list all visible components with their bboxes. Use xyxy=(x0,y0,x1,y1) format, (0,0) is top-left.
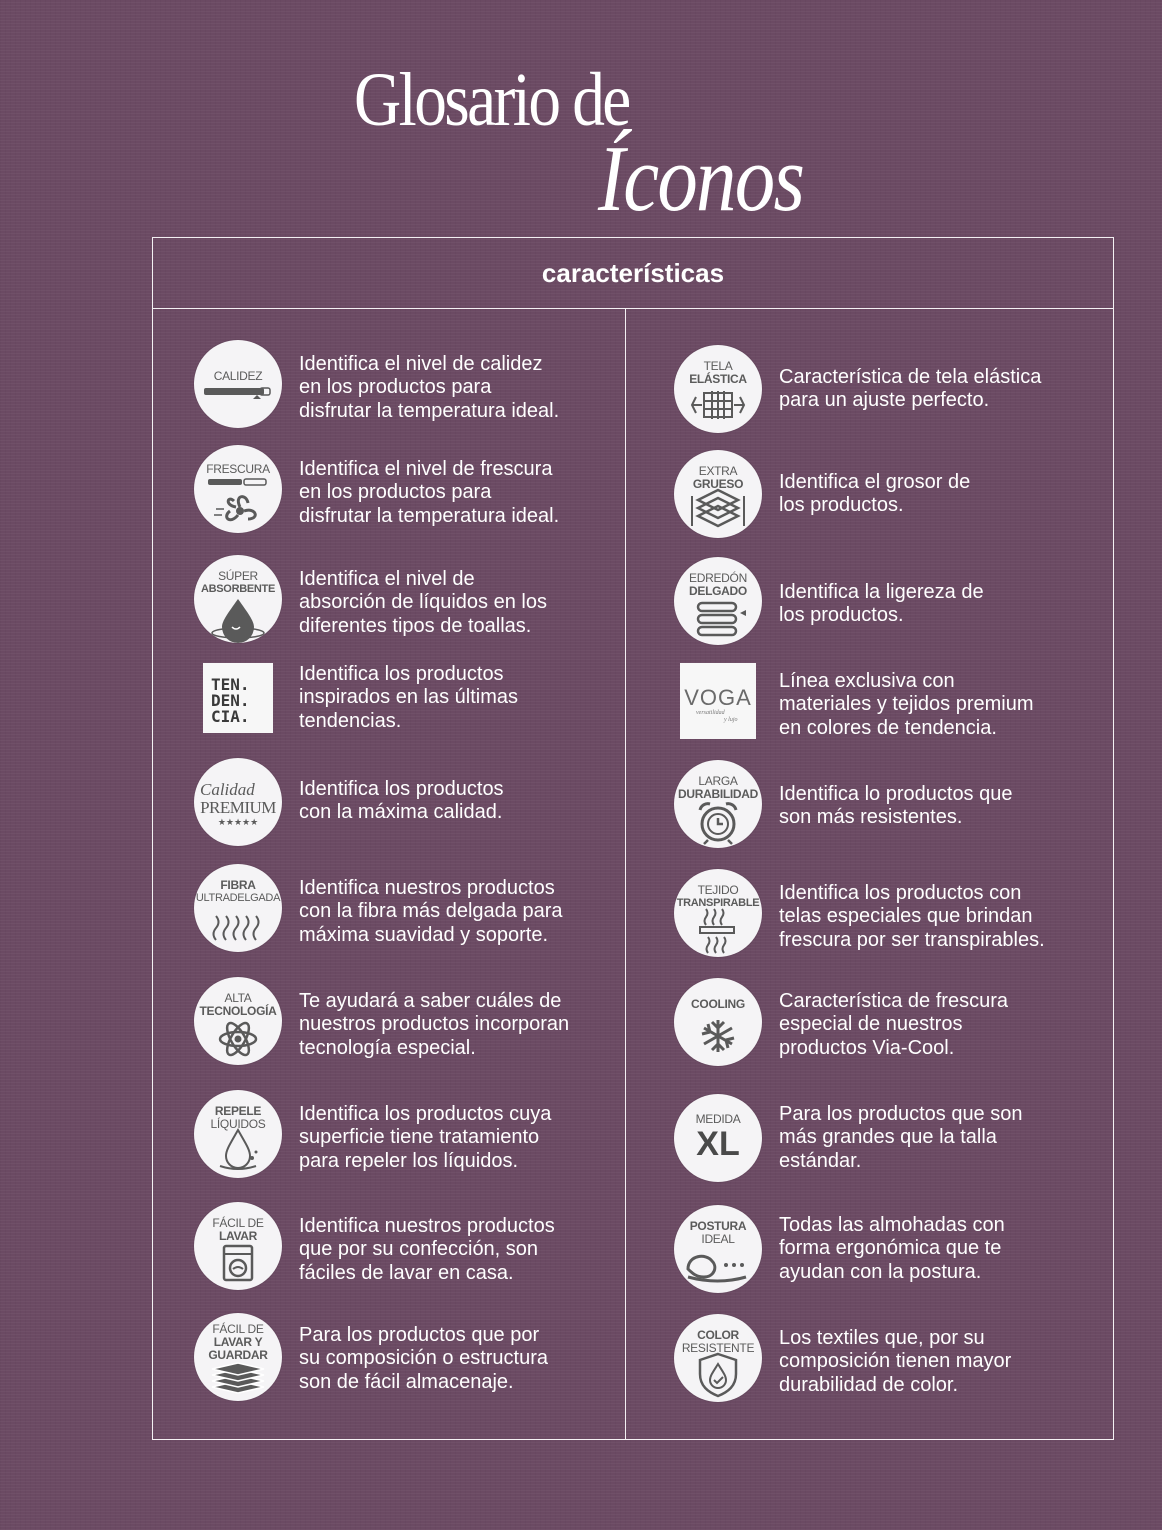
edredon-delgado-icon xyxy=(674,557,762,645)
description-line: Para los productos que por xyxy=(299,1324,540,1346)
facil-de-lavar-icon xyxy=(194,1202,282,1290)
voga-tagline: versatilidad xyxy=(696,710,725,716)
description-line: son más resistentes. xyxy=(779,806,963,829)
description-line: Identifica el nivel de xyxy=(299,568,475,590)
badge-label: LÍQUIDOS xyxy=(210,1117,266,1131)
description-line: Identifica nuestros productos xyxy=(299,1215,555,1237)
badge-label: POSTURA xyxy=(689,1219,747,1233)
badge-label: ALTA xyxy=(224,991,252,1005)
color-resistente-icon xyxy=(674,1314,762,1402)
entry-description xyxy=(299,568,547,638)
badge-label: IDEAL xyxy=(701,1232,735,1246)
entry-description xyxy=(299,663,518,733)
description-line: ayudan con la postura. xyxy=(779,1260,982,1283)
cooling-pictogram xyxy=(674,978,762,1066)
badge-label: REPELE xyxy=(214,1104,262,1118)
page-title-line2: Íconos xyxy=(598,127,804,231)
description-line: materiales y tejidos premium xyxy=(779,693,1034,716)
description-line: productos Via-Cool. xyxy=(779,1036,955,1059)
description-line: su composición o estructura xyxy=(299,1347,549,1370)
calidad-premium-icon xyxy=(194,758,282,846)
badge-xl-label: XL xyxy=(696,1125,740,1163)
description-line: durabilidad de color. xyxy=(779,1373,959,1396)
voga-icon xyxy=(680,663,756,739)
description-line: disfrutar la temperatura ideal. xyxy=(299,504,560,527)
description-line: Identifica el nivel de frescura xyxy=(299,458,553,480)
description-line: Identifica los productos con xyxy=(779,882,1022,904)
description-line: en colores de tendencia. xyxy=(779,716,997,739)
description-line: diferentes tipos de toallas. xyxy=(299,614,532,637)
postura-ideal-icon xyxy=(674,1205,762,1293)
badge-label: CALIDEZ xyxy=(213,369,263,383)
description-line: Identifica los productos xyxy=(299,663,504,685)
fibra-ultradelgada-icon xyxy=(194,864,282,952)
description-line: para un ajuste perfecto. xyxy=(779,389,990,412)
tela-elastica-icon xyxy=(674,345,762,433)
badge-label: SÚPER xyxy=(218,569,258,583)
description-line: composición tienen mayor xyxy=(779,1350,1012,1373)
entry-description xyxy=(299,778,504,825)
tendencia-label: DEN. xyxy=(211,691,250,710)
description-line: frescura por ser transpirables. xyxy=(779,928,1045,951)
badge-label: LARGA xyxy=(698,774,738,788)
badge-label: TEJIDO xyxy=(697,883,739,897)
badge-label: DURABILIDAD xyxy=(677,787,759,801)
badge-label: ABSORBENTE xyxy=(200,583,275,595)
description-line: especial de nuestros xyxy=(779,1013,963,1036)
badge-label: RESISTENTE xyxy=(681,1341,755,1355)
description-line: tendencias. xyxy=(299,709,402,732)
description-line: Identifica lo productos que xyxy=(779,783,1013,805)
description-line: tecnología especial. xyxy=(299,1036,476,1059)
entry-description xyxy=(299,458,559,528)
badge-premium-label: PREMIUM xyxy=(200,798,276,817)
cooling-icon xyxy=(674,978,762,1066)
alta-tecnologia-icon xyxy=(194,977,282,1065)
badge-label: MEDIDA xyxy=(695,1112,741,1126)
frescura-icon xyxy=(194,445,282,533)
badge-script-label: Calidad xyxy=(200,780,255,799)
page-title-line1: Glosario de xyxy=(354,58,629,142)
entry-description xyxy=(779,581,984,628)
description-line: Línea exclusiva con xyxy=(779,670,955,692)
description-line: inspirados en las últimas xyxy=(299,686,518,709)
description-line: son de fácil almacenaje. xyxy=(299,1370,514,1393)
description-line: absorción de líquidos en los xyxy=(299,591,547,614)
badge-label: TECNOLOGÍA xyxy=(199,1004,277,1018)
entry-description xyxy=(299,990,569,1060)
badge-label: DELGADO xyxy=(689,584,747,598)
repele-liquidos-icon xyxy=(194,1090,282,1178)
voga-label: VOGA xyxy=(684,685,752,710)
badge-label: GRUESO xyxy=(692,477,744,491)
badge-label: EXTRA xyxy=(698,464,738,478)
voga-tagline: y lujo xyxy=(724,717,738,723)
description-line: los productos. xyxy=(779,604,904,627)
badge-label: TRANSPIRABLE xyxy=(676,897,760,909)
entry-description xyxy=(779,670,1034,740)
description-line: en los productos para xyxy=(299,376,492,399)
calidez-pictogram xyxy=(194,340,282,428)
description-line: Los textiles que, por su xyxy=(779,1327,985,1349)
description-line: Característica de tela elástica xyxy=(779,366,1042,388)
larga-durabilidad-icon xyxy=(674,760,762,848)
description-line: con la fibra más delgada para xyxy=(299,900,563,923)
description-line: Identifica los productos cuya xyxy=(299,1103,552,1125)
entry-description xyxy=(779,990,1008,1060)
facil-de-lavar-y-guardar-icon xyxy=(194,1313,282,1401)
entry-description xyxy=(299,1215,555,1285)
description-line: Todas las almohadas con xyxy=(779,1214,1005,1236)
badge-label: COOLING xyxy=(691,997,745,1011)
description-line: Identifica la ligereza de xyxy=(779,581,984,603)
tejido-transpirable-icon xyxy=(674,869,762,957)
badge-stars: ★★★★★ xyxy=(217,818,259,828)
medida-xl-icon xyxy=(674,1094,762,1182)
badge-label: COLOR xyxy=(697,1328,739,1342)
entry-description xyxy=(779,1214,1005,1284)
extra-grueso-icon xyxy=(674,450,762,538)
frescura-pictogram xyxy=(194,445,282,533)
badge-label: LAVAR Y xyxy=(213,1335,263,1349)
badge-label: FÁCIL DE xyxy=(212,1216,264,1230)
entry-description xyxy=(779,1327,1011,1397)
super-absorbente-icon xyxy=(194,555,282,643)
description-line: los productos. xyxy=(779,494,904,517)
description-line: más grandes que la talla xyxy=(779,1126,997,1149)
column-divider xyxy=(625,309,626,1439)
entry-description xyxy=(779,882,1045,952)
tendencia-label: TEN. xyxy=(211,675,250,694)
entry-description xyxy=(779,366,1041,413)
description-line: Identifica el nivel de calidez xyxy=(299,353,543,375)
description-line: con la máxima calidad. xyxy=(299,801,503,824)
description-line: Característica de frescura xyxy=(779,990,1008,1012)
calidez-icon xyxy=(194,340,282,428)
entry-description xyxy=(299,877,563,947)
description-line: Identifica nuestros productos xyxy=(299,877,555,899)
badge-label: FIBRA xyxy=(220,878,256,892)
description-line: Para los productos que son xyxy=(779,1103,1023,1125)
description-line: Te ayudará a saber cuáles de xyxy=(299,990,562,1012)
entry-description xyxy=(299,353,559,423)
description-line: Identifica los productos xyxy=(299,778,504,800)
badge-label: ULTRADELGADA xyxy=(195,892,281,904)
description-line: nuestros productos incorporan xyxy=(299,1013,570,1036)
entry-description xyxy=(299,1103,551,1173)
entry-description xyxy=(779,1103,1023,1173)
description-line: Identifica el grosor de xyxy=(779,471,971,493)
badge-label: FRESCURA xyxy=(206,462,270,476)
badge-label: FÁCIL DE xyxy=(212,1322,264,1336)
entry-description xyxy=(779,471,970,518)
description-line: superficie tiene tratamiento xyxy=(299,1126,540,1149)
tendencia-icon xyxy=(203,663,273,733)
badge-label: TELA xyxy=(703,359,733,373)
description-line: que por su confección, son xyxy=(299,1238,539,1261)
description-line: en los productos para xyxy=(299,481,492,504)
section-header: características xyxy=(153,238,1113,309)
tendencia-label: CIA. xyxy=(211,707,250,726)
description-line: estándar. xyxy=(779,1149,862,1172)
description-line: telas especiales que brindan xyxy=(779,905,1033,928)
entry-description xyxy=(299,1324,548,1394)
description-line: disfrutar la temperatura ideal. xyxy=(299,399,560,422)
entry-description xyxy=(779,783,1013,830)
badge-label: EDREDÓN xyxy=(689,571,747,585)
description-line: fáciles de lavar en casa. xyxy=(299,1261,514,1284)
description-line: máxima suavidad y soporte. xyxy=(299,923,549,946)
description-line: forma ergonómica que te xyxy=(779,1237,1002,1260)
badge-label: LAVAR xyxy=(218,1229,258,1243)
description-line: para repeler los líquidos. xyxy=(299,1149,519,1172)
badge-label: GUARDAR xyxy=(208,1348,268,1362)
badge-label: ELÁSTICA xyxy=(689,372,747,386)
